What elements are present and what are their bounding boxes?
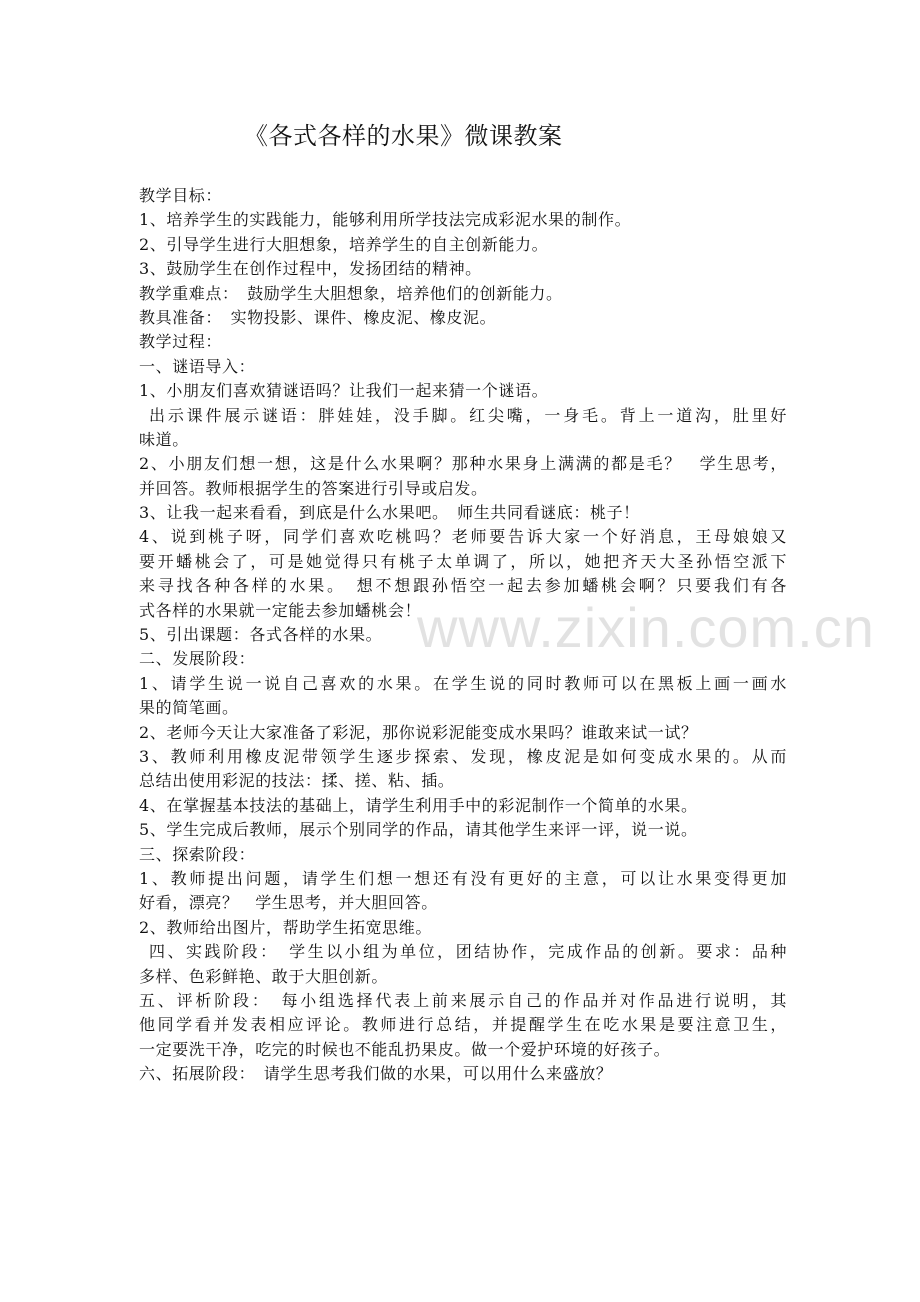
paragraph-line: 2、引导学生进行大胆想象，培养学生的自主创新能力。 xyxy=(139,234,549,254)
paragraph-line: 四、实践阶段： 学生以小组为单位，团结协作，完成作品的创新。要求：品种 xyxy=(149,942,787,962)
watermark: www.zixin.com.cn xyxy=(417,596,875,659)
paragraph-line: 1、请学生说一说自己喜欢的水果。在学生说的同时教师可以在黑板上画一画水 xyxy=(139,673,787,693)
paragraph-line: 果的简笔画。 xyxy=(139,698,239,718)
paragraph-line: 3、教师利用橡皮泥带领学生逐步探索、发现，橡皮泥是如何变成水果的。从而 xyxy=(139,746,787,766)
paragraph-line: 多样、色彩鲜艳、敢于大胆创新。 xyxy=(139,966,389,986)
paragraph-line: 2、教师给出图片，帮助学生拓宽思维。 xyxy=(139,917,432,937)
paragraph-line: 好看，漂亮？ 学生思考，并大胆回答。 xyxy=(139,893,438,913)
section-heading: 一、谜语导入： xyxy=(139,356,256,376)
document-title: 《各式各样的水果》微课教案 xyxy=(244,122,563,150)
paragraph-line: 一定要洗干净，吃完的时候也不能乱扔果皮。做一个爱护环境的好孩子。 xyxy=(139,1039,671,1059)
section-heading: 三、探索阶段： xyxy=(139,844,256,864)
section-heading: 教学过程： xyxy=(139,332,223,352)
paragraph-line: 五、评析阶段： 每小组选择代表上前来展示自己的作品并对作品进行说明，其 xyxy=(139,990,787,1010)
paragraph-line: 式各样的水果就一定能去参加蟠桃会！ xyxy=(139,600,422,620)
paragraph-line: 味道。 xyxy=(139,429,189,449)
section-heading: 教学目标： xyxy=(139,186,223,205)
paragraph-line: 5、学生完成后教师，展示个别同学的作品，请其他学生来评一评，说一说。 xyxy=(139,820,698,840)
paragraph-line: 他同学看并发表相应评论。教师进行总结，并提醒学生在吃水果是要注意卫生， xyxy=(139,1015,787,1035)
paragraph-line: 4、在掌握基本技法的基础上，请学生利用手中的彩泥制作一个简单的水果。 xyxy=(139,795,698,815)
paragraph-line: 要开蟠桃会了，可是她觉得只有桃子太单调了，所以，她把齐天大圣孙悟空派下 xyxy=(139,551,787,571)
paragraph-line: 4、说到桃子呀，同学们喜欢吃桃吗？老师要告诉大家一个好消息，王母娘娘又 xyxy=(139,527,787,547)
paragraph-line: 1、培养学生的实践能力，能够利用所学技法完成彩泥水果的制作。 xyxy=(139,210,632,230)
paragraph-line: 总结出使用彩泥的技法：揉、搓、粘、插。 xyxy=(139,771,455,791)
paragraph-line: 出示课件展示谜语：胖娃娃，没手脚。红尖嘴，一身毛。背上一道沟，肚里好 xyxy=(149,405,787,425)
paragraph-line: 3、鼓励学生在创作过程中，发扬团结的精神。 xyxy=(139,259,482,279)
paragraph-line: 六、拓展阶段： 请学生思考我们做的水果，可以用什么来盛放？ xyxy=(139,1064,613,1084)
paragraph-line: 2、老师今天让大家准备了彩泥，那你说彩泥能变成水果吗？谁敢来试一试？ xyxy=(139,722,698,742)
paragraph-line: 2、小朋友们想一想，这是什么水果啊？那种水果身上满满的都是毛？ 学生思考， xyxy=(139,454,787,474)
paragraph-line: 3、让我一起来看看，到底是什么水果吧。 师生共同看谜底：桃子！ xyxy=(139,503,640,523)
paragraph-line: 并回答。教师根据学生的答案进行引导或启发。 xyxy=(139,478,488,498)
section-heading: 二、发展阶段： xyxy=(139,649,256,669)
paragraph-line: 来寻找各种各样的水果。 想不想跟孙悟空一起去参加蟠桃会啊？只要我们有各 xyxy=(139,576,787,596)
paragraph-line: 5、引出课题：各式各样的水果。 xyxy=(139,625,383,645)
paragraph-line: 1、教师提出问题，请学生们想一想还有没有更好的主意，可以让水果变得更加 xyxy=(139,868,787,888)
paragraph-line: 1、小朋友们喜欢猜谜语吗？让我们一起来猜一个谜语。 xyxy=(139,381,549,401)
paragraph-line: 教具准备： 实物投影、课件、橡皮泥、橡皮泥。 xyxy=(139,307,497,327)
paragraph-line: 教学重难点： 鼓励学生大胆想象，培养他们的创新能力。 xyxy=(139,283,563,303)
